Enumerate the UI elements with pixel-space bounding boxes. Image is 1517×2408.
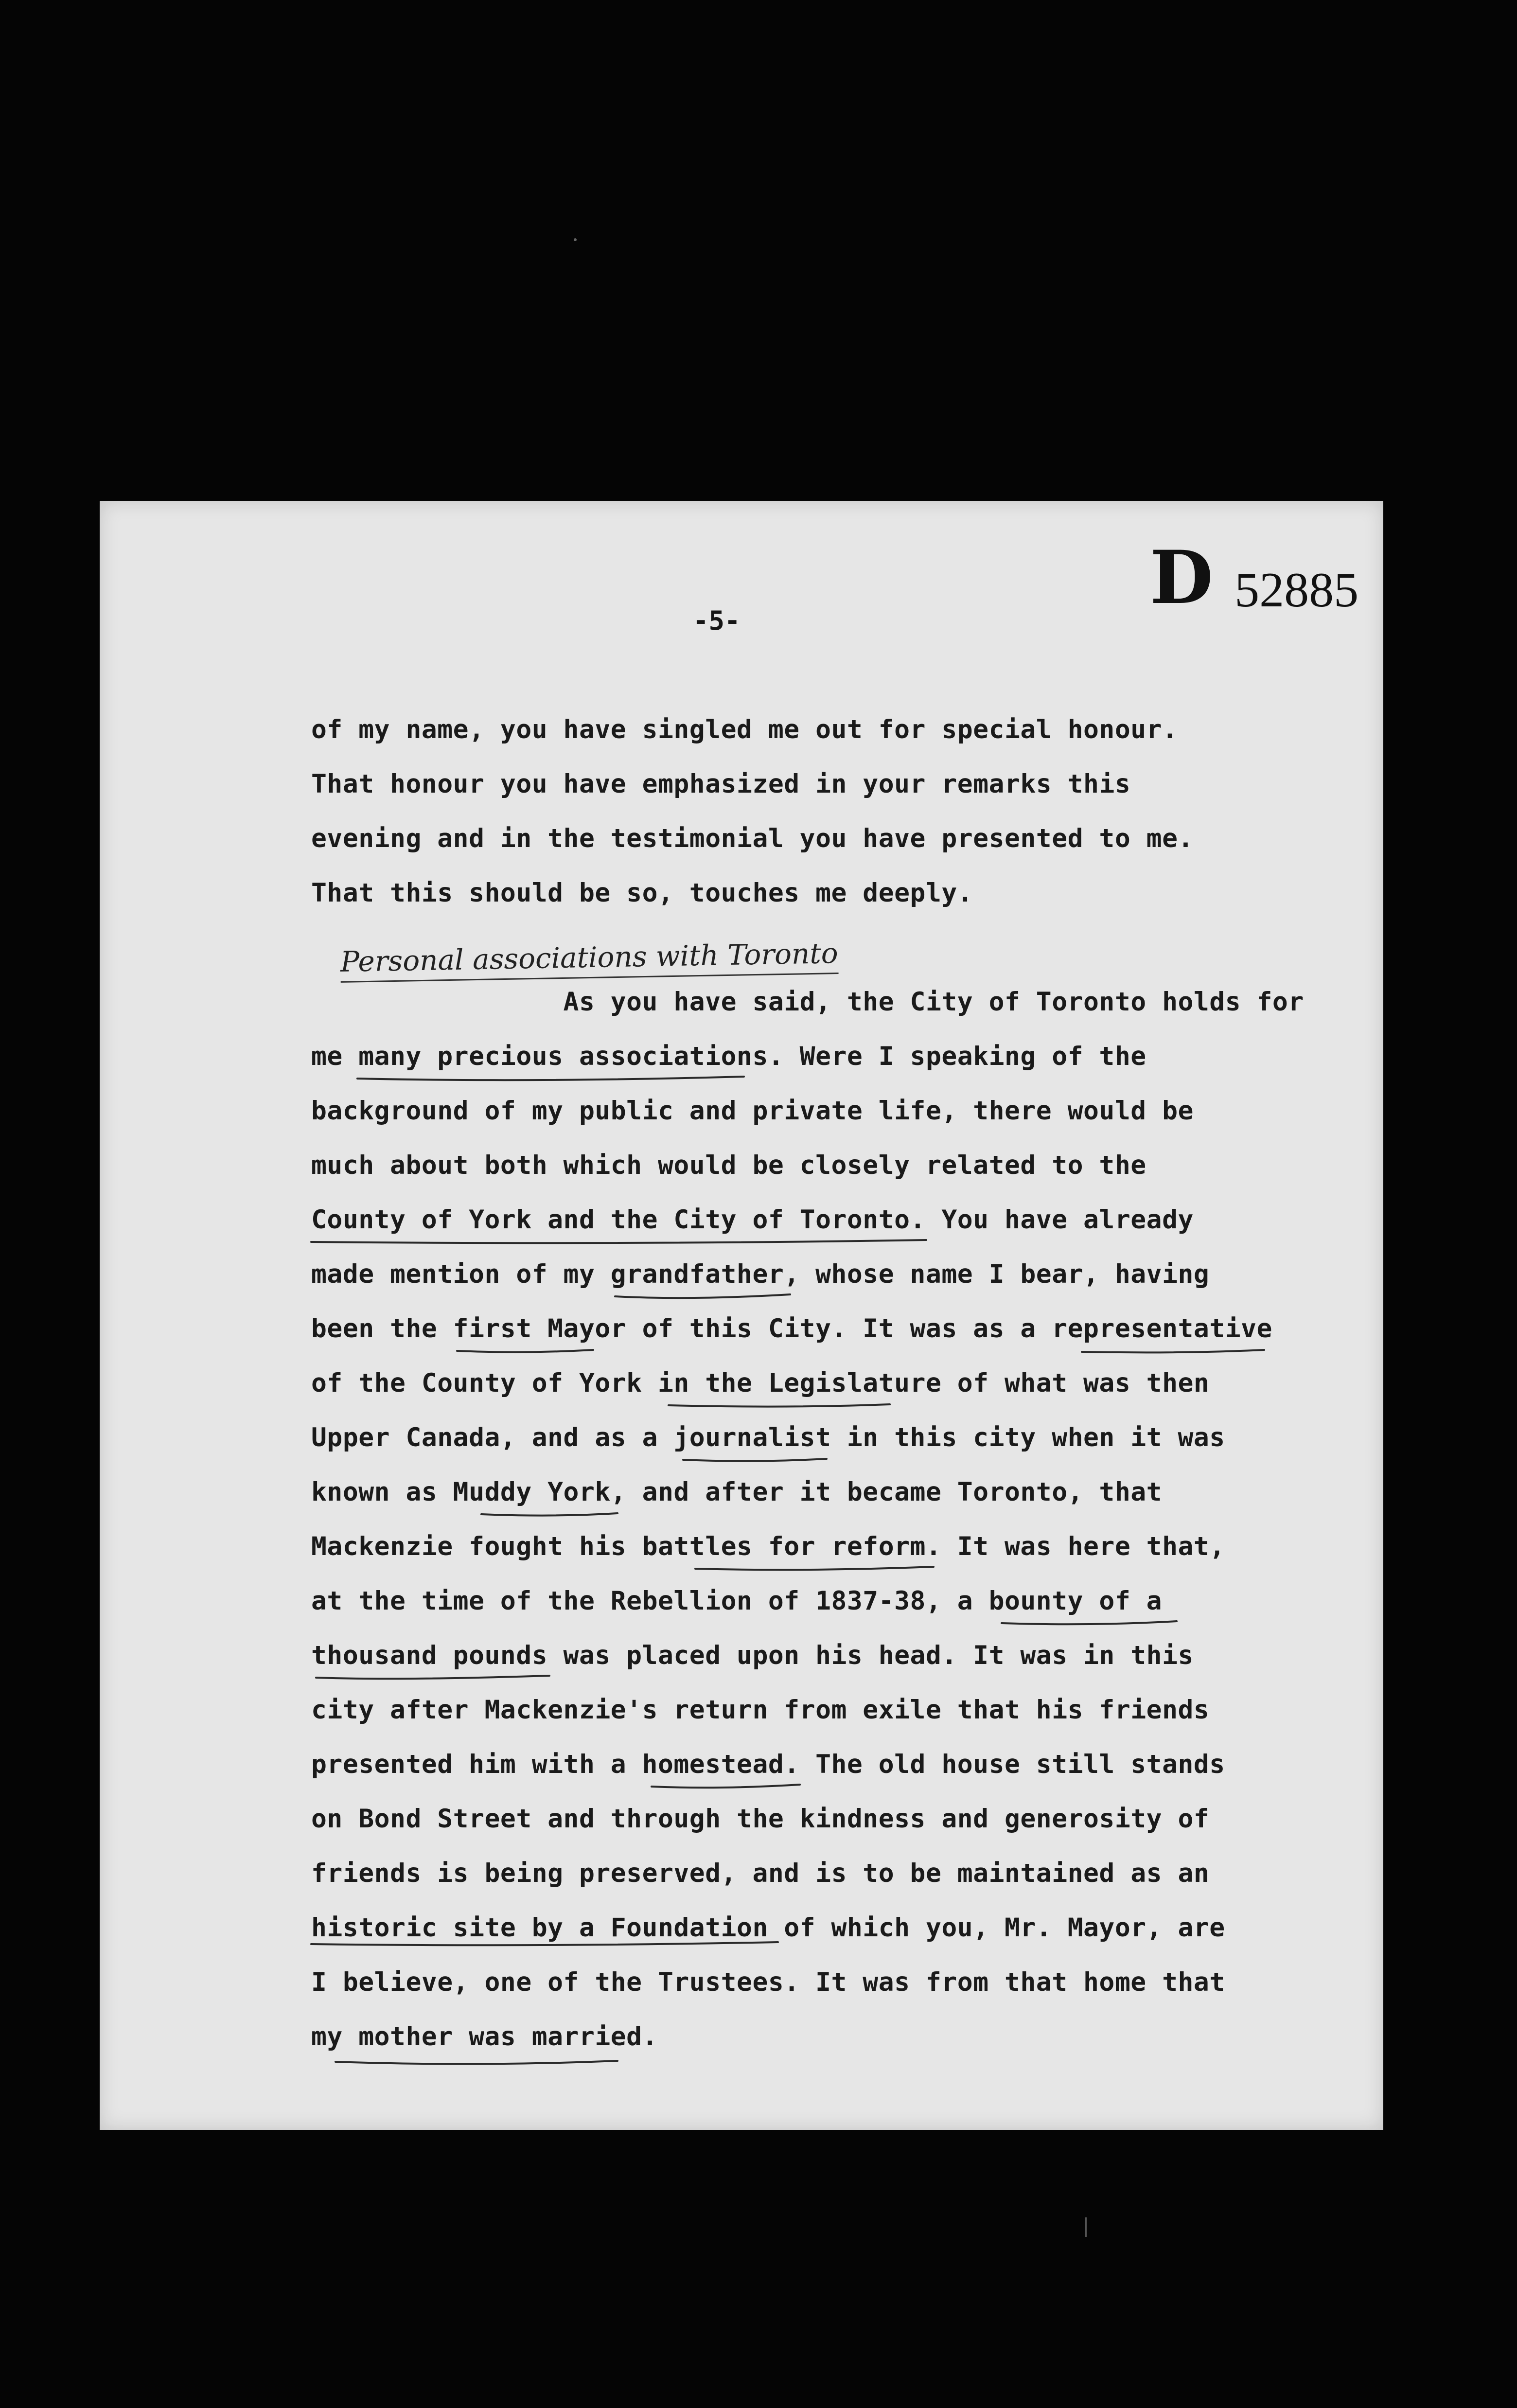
text-line: on Bond Street and through the kindness and generosity of — [311, 1804, 1210, 1834]
text-line: presented him with a homestead. The old house still stands — [311, 1750, 1225, 1779]
text-line: made mention of my grandfather, whose name I bear, having — [311, 1259, 1210, 1289]
text-line: Upper Canada, and as a journalist in this city when it was — [311, 1423, 1225, 1452]
text-line: been the first Mayor of this City. It was as a representative — [311, 1314, 1272, 1344]
text-line: much about both which would be closely related to the — [311, 1151, 1147, 1180]
document-id-number: 52885 — [1235, 563, 1359, 618]
page-number: -5- — [693, 605, 741, 636]
text-line: my mother was married. — [311, 2022, 658, 2052]
document-id-stamp — [1150, 535, 1358, 620]
text-line: city after Mackenzie's return from exile that his friends — [311, 1695, 1210, 1725]
text-line: of my name, you have singled me out for special honour. — [311, 715, 1178, 744]
text-line: County of York and the City of Toronto. You have already — [311, 1205, 1194, 1235]
scan-mark — [1085, 2217, 1087, 2237]
handwritten-annotation: Personal associations with Toronto — [340, 937, 838, 983]
text-line: background of my public and private life, there would be — [311, 1096, 1194, 1126]
text-line: That honour you have emphasized in your remarks this — [311, 769, 1131, 799]
text-line: That this should be so, touches me deeply. — [311, 878, 973, 908]
document-id-letter: D — [1150, 535, 1214, 620]
text-line: me many precious associations. Were I speaking of the — [311, 1042, 1147, 1071]
text-line: friends is being preserved, and is to be maintained as an — [311, 1859, 1210, 1888]
text-line: thousand pounds was placed upon his head. It was in this — [311, 1641, 1194, 1670]
text-line: I believe, one of the Trustees. It was from that home that — [311, 1967, 1225, 1997]
dust-speck — [574, 238, 577, 241]
text-line: at the time of the Rebellion of 1837-38, a bounty of a — [311, 1586, 1163, 1616]
text-line: historic site by a Foundation of which you, Mr. Mayor, are — [311, 1913, 1225, 1943]
text-line: evening and in the testimonial you have presented to me. — [311, 824, 1194, 853]
text-line: As you have said, the City of Toronto holds for — [311, 987, 1304, 1017]
text-line: of the County of York in the Legislature of what was then — [311, 1368, 1210, 1398]
text-line: known as Muddy York, and after it became Toronto, that — [311, 1477, 1163, 1507]
text-line: Mackenzie fought his battles for reform. It was here that, — [311, 1532, 1225, 1561]
